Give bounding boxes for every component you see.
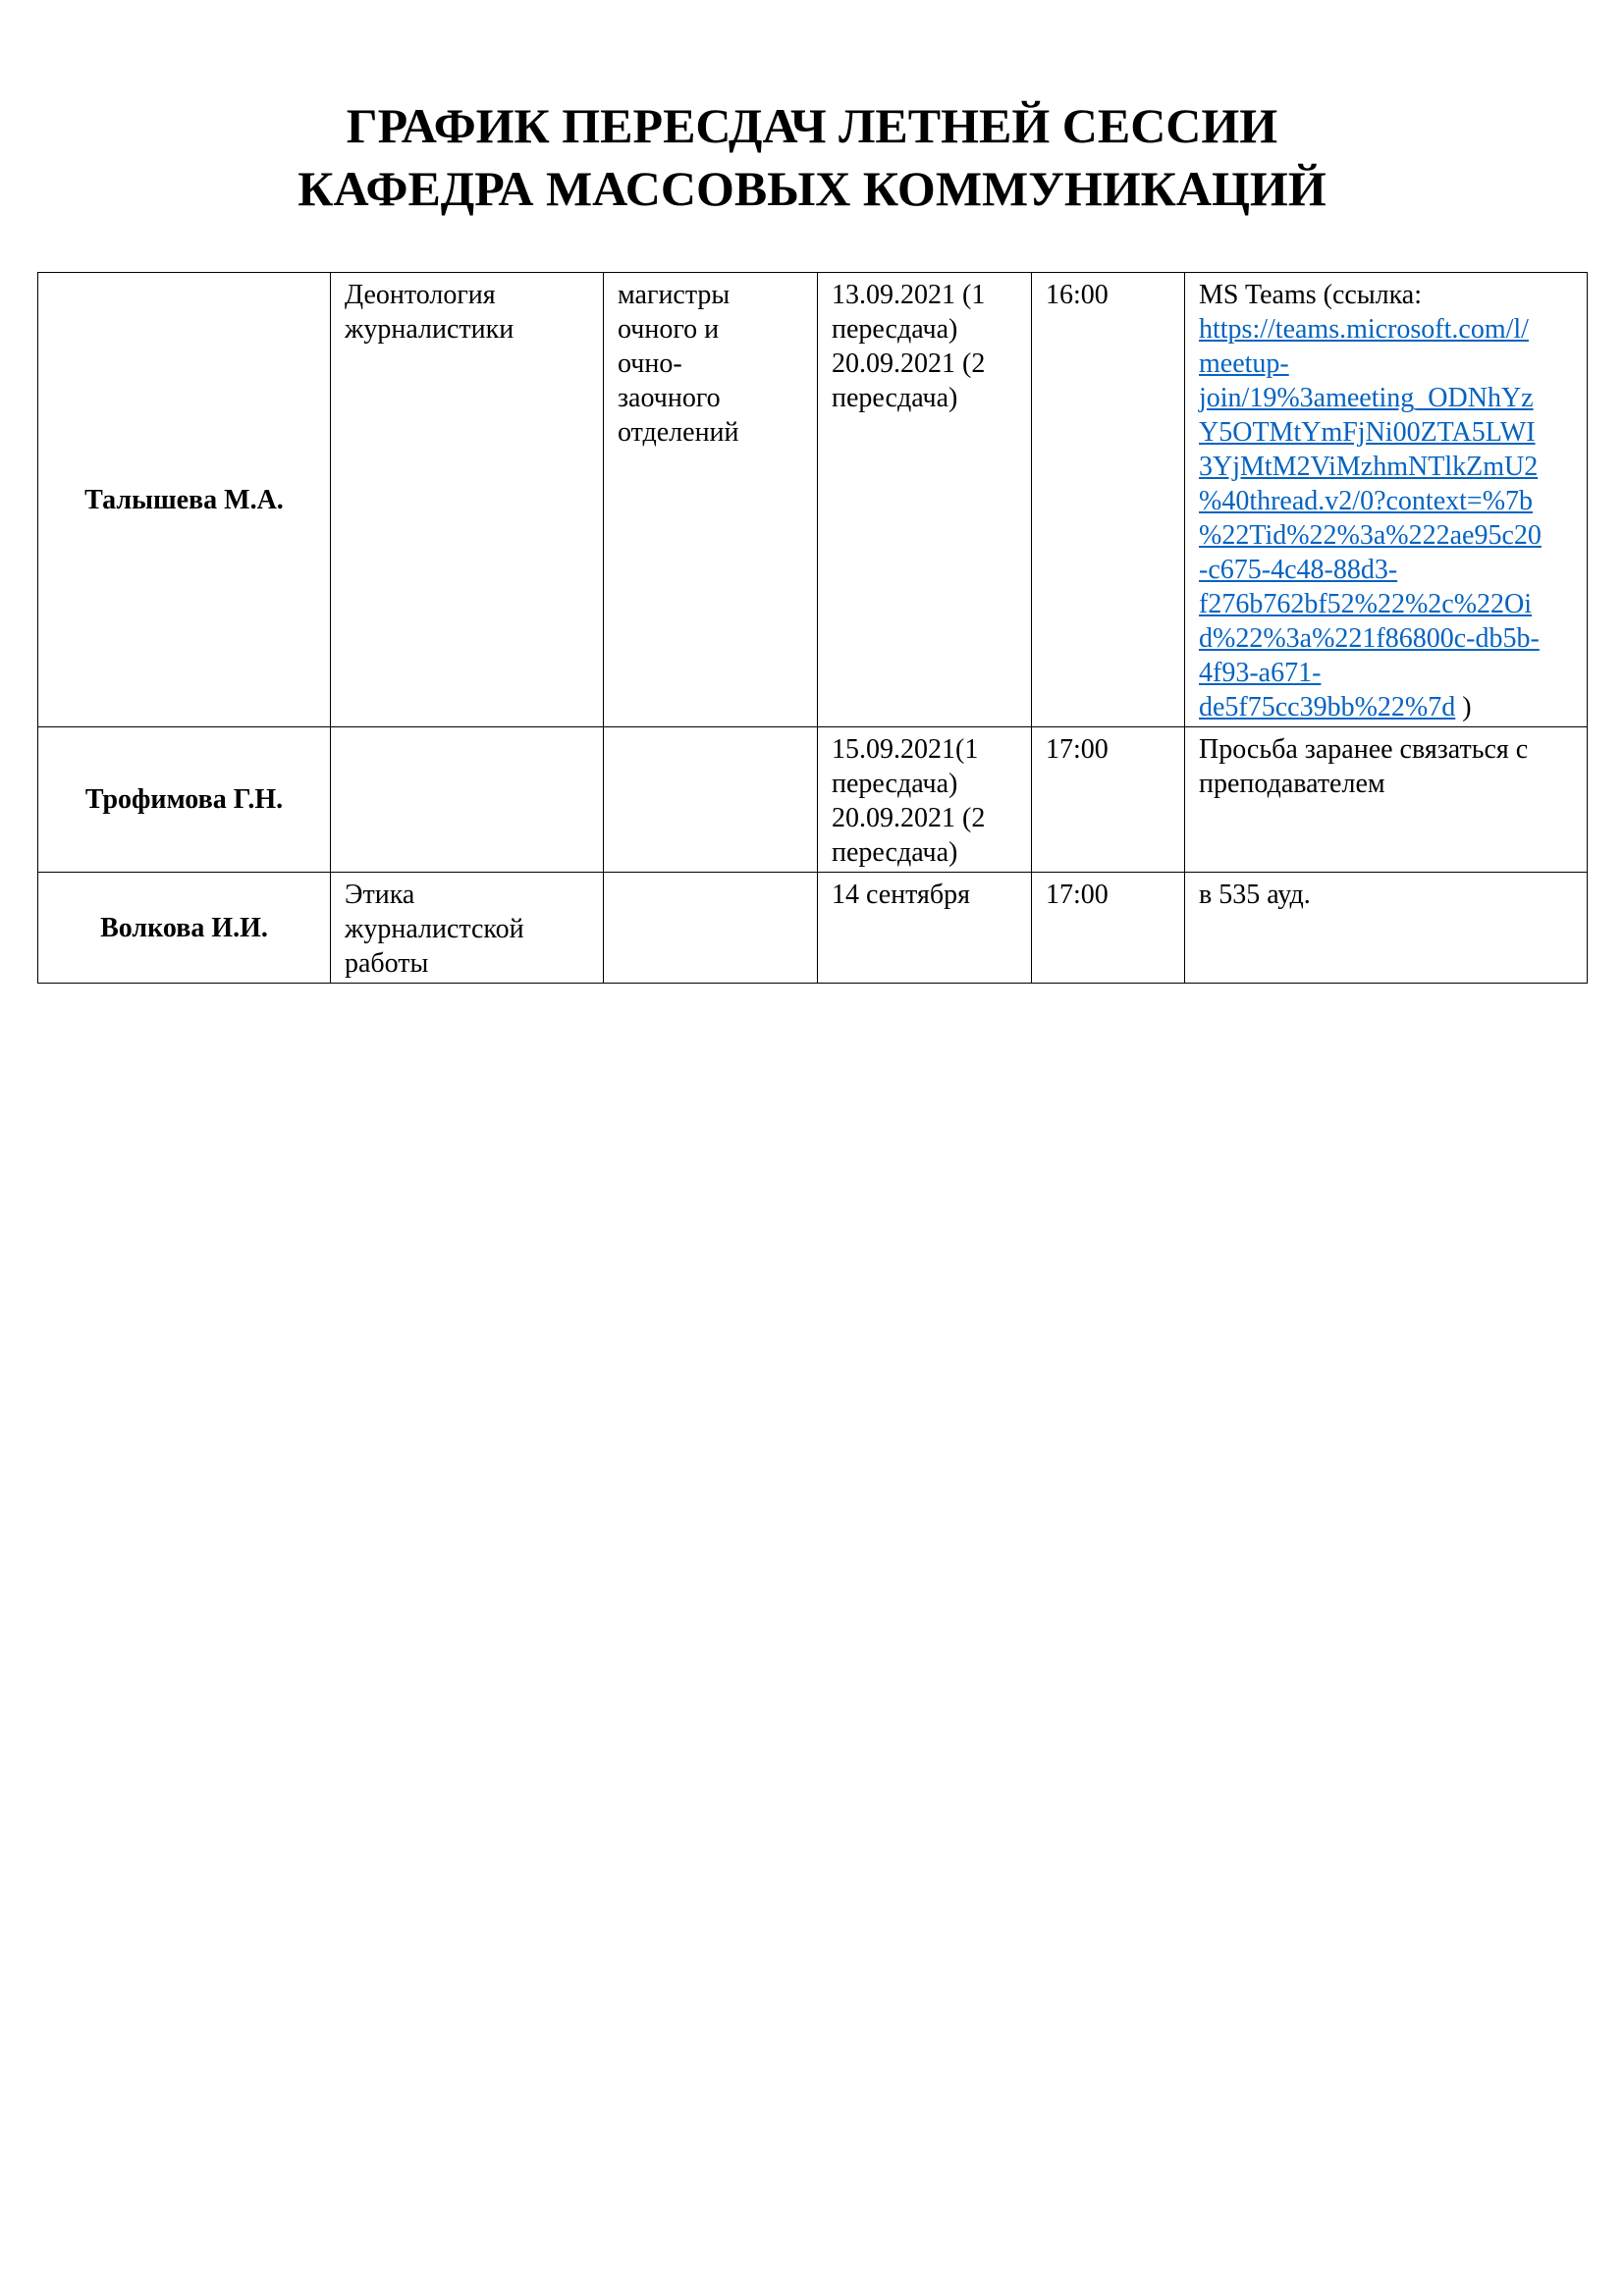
date-cell [818,727,1032,873]
table-row [38,727,1588,873]
subject-cell [331,727,604,873]
table-row [38,873,1588,984]
ms-teams-meeting-link[interactable] [1199,312,1573,722]
link-line: de5f75cc39bb%22%7d [1199,692,1456,722]
table-row [38,273,1588,727]
group-line: очно- [618,348,682,379]
teacher-cell [38,727,331,873]
date-line: пересдача) [832,383,958,413]
link-line: 4f93-a671- [1199,658,1322,688]
date-cell [818,273,1032,727]
link-line: f276b762bf52%22%2c%22Oi [1199,589,1533,619]
teacher-cell [38,273,331,727]
date-line: пересдача) [832,769,958,799]
date-cell [818,873,1032,984]
time-cell [1032,727,1185,873]
page-title [0,94,1624,220]
link-line: 3YjMtM2ViMzhmNTlkZmU2 [1199,452,1539,482]
time-cell [1032,873,1185,984]
subject-line: журналистской [345,914,524,944]
teacher-cell [38,873,331,984]
date-line: пересдача) [832,837,958,868]
link-line: d%22%3a%221f86800c-db5b- [1199,623,1540,654]
link-line: https://teams.microsoft.com/l/ [1199,314,1529,345]
date-line: 14 сентября [832,880,971,910]
link-line: Y5OTMtYmFjNi00ZTA5LWI [1199,417,1536,448]
group-line: отделений [618,417,739,448]
subject-line: работы [345,948,429,979]
link-line: -c675-4c48-88d3- [1199,555,1398,585]
time-cell [1032,273,1185,727]
venue-prefix: MS Teams (ссылка: [1199,280,1422,310]
venue-suffix: ) [1455,692,1472,722]
subject-line: журналистики [345,314,514,345]
date-line: пересдача) [832,314,958,345]
group-cell [604,873,818,984]
venue-line: Просьба заранее связаться с [1199,734,1529,765]
subject-cell [331,873,604,984]
subject-cell [331,273,604,727]
date-line: 20.09.2021 (2 [832,803,986,833]
subject-line: Деонтология [345,280,496,310]
time-value: 16:00 [1046,280,1109,310]
retake-schedule-table [37,272,1588,984]
teacher-name: Талышева М.А. [84,484,284,515]
page-title-line-2: КАФЕДРА МАССОВЫХ КОММУНИКАЦИЙ [298,161,1326,216]
teacher-name: Трофимова Г.Н. [84,784,284,815]
venue-cell [1185,873,1588,984]
group-line: заочного [618,383,721,413]
venue-line: в 535 ауд. [1199,880,1311,910]
group-cell [604,273,818,727]
time-value: 17:00 [1046,734,1109,765]
time-value: 17:00 [1046,880,1109,910]
group-cell [604,727,818,873]
date-line: 15.09.2021(1 [832,734,979,765]
group-line: очного и [618,314,720,345]
venue-cell [1185,273,1588,727]
date-line: 13.09.2021 (1 [832,280,986,310]
teacher-name: Волкова И.И. [100,912,268,943]
venue-line: преподавателем [1199,769,1385,799]
venue-cell [1185,727,1588,873]
link-line: %22Tid%22%3a%222ae95c20 [1199,520,1542,551]
link-line: meetup- [1199,348,1289,379]
link-line: %40thread.v2/0?context=%7b [1199,486,1534,516]
subject-line: Этика [345,880,415,910]
group-line: магистры [618,280,731,310]
date-line: 20.09.2021 (2 [832,348,986,379]
link-line: join/19%3ameeting_ODNhYz [1199,383,1534,413]
page-title-line-1: ГРАФИК ПЕРЕСДАЧ ЛЕТНЕЙ СЕССИИ [346,98,1278,153]
